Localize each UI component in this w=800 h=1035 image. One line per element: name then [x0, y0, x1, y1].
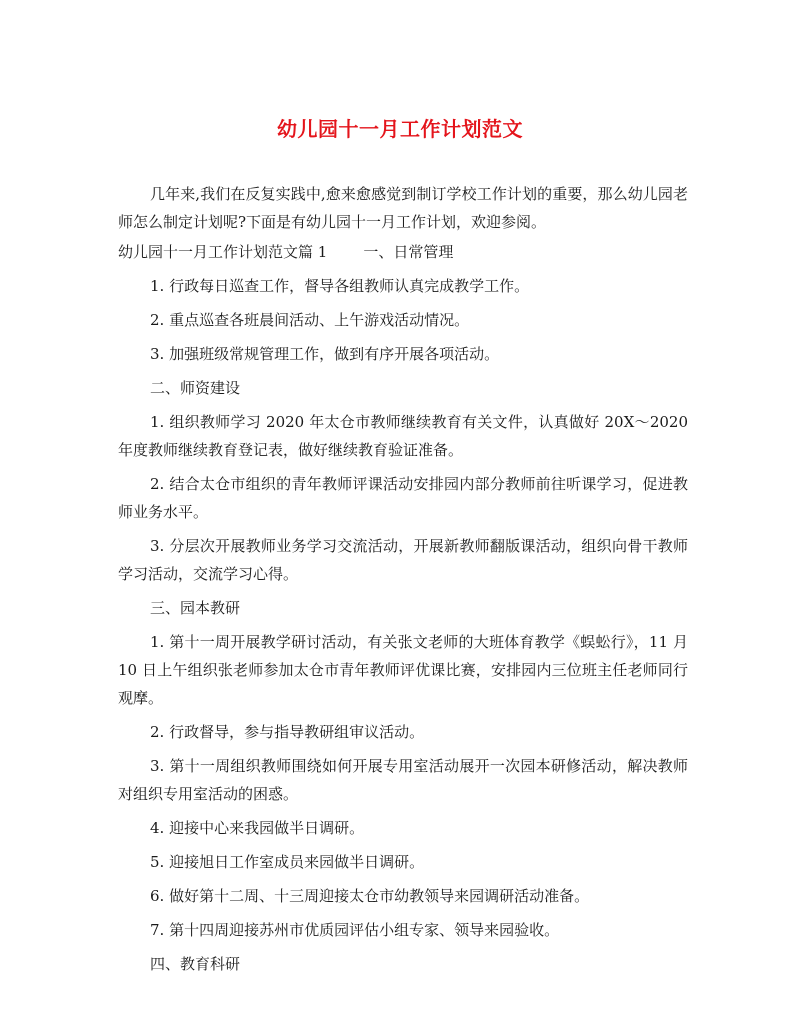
section-heading-daily-management: 一、日常管理	[363, 243, 454, 261]
list-item: 7. 第十四周迎接苏州市优质园评估小组专家、领导来园验收。	[150, 921, 560, 939]
section-heading-teacher-development: 二、师资建设	[150, 379, 241, 397]
list-item: 2. 重点巡查各班晨间活动、上午游戏活动情况。	[150, 311, 470, 329]
list-item: 6. 做好第十二周、十三周迎接太仓市幼教领导来园调研活动准备。	[150, 887, 590, 905]
part-heading-line	[118, 238, 688, 266]
list-item: 1. 行政每日巡查工作，督导各组教师认真完成教学工作。	[150, 277, 530, 295]
intro-paragraph: 几年来,我们在反复实践中,愈来愈感觉到制订学校工作计划的重要，那么幼儿园老师怎么制定计划呢?下面是有幼儿园十一月工作计划，欢迎参阅。	[118, 185, 688, 231]
part-label: 幼儿园十一月工作计划范文篇 1	[118, 243, 328, 261]
section-heading-school-research: 三、园本教研	[150, 599, 241, 617]
list-item: 4. 迎接中心来我园做半日调研。	[150, 819, 365, 837]
document-body	[118, 180, 688, 984]
list-item: 2. 行政督导，参与指导教研组审议活动。	[150, 723, 425, 741]
list-item: 3. 第十一周组织教师围绕如何开展专用室活动展开一次园本研修活动，解决教师对组织专用室活动的困惑。	[118, 757, 688, 803]
section-heading-education-research: 四、教育科研	[150, 955, 241, 973]
document-title: 幼儿园十一月工作计划范文	[277, 117, 523, 141]
list-item: 2. 结合太仓市组织的青年教师评课活动安排园内部分教师前往听课学习，促进教师业务水平。	[118, 475, 688, 521]
list-item: 3. 分层次开展教师业务学习交流活动，开展新教师翻版课活动，组织向骨干教师学习活动，交流学习心得。	[118, 537, 688, 583]
list-item: 3. 加强班级常规管理工作，做到有序开展各项活动。	[150, 345, 500, 363]
list-item: 1. 第十一周开展教学研讨活动，有关张文老师的大班体育教学《蜈蚣行》，11 月 10 日上午组织张老师参加太仓市青年教师评优课比赛，安排园内三位班主任老师同行观摩。	[118, 633, 688, 707]
list-item: 5. 迎接旭日工作室成员来园做半日调研。	[150, 853, 425, 871]
list-item: 1. 组织教师学习 2020 年太仓市教师继续教育有关文件，认真做好 20X～2020 年度教师继续教育登记表，做好继续教育验证准备。	[118, 413, 688, 459]
